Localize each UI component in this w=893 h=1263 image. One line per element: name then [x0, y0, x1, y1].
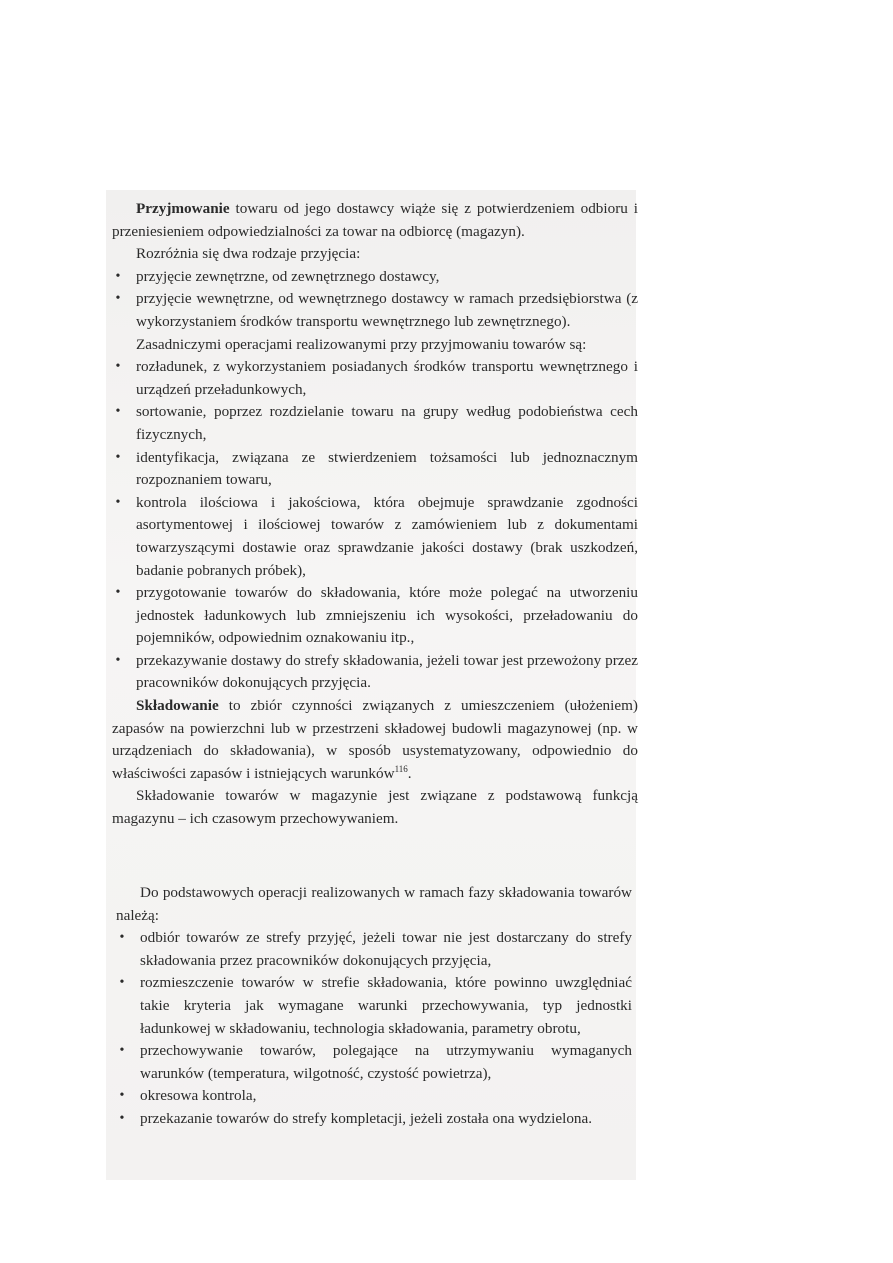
list-item-text: przekazywanie dostawy do strefy składowania, jeżeli towar jest przewożony przez pracowników dokonujących przyjęcia.	[136, 651, 638, 692]
section-storage-operations	[116, 882, 632, 1131]
list-item	[116, 927, 632, 972]
receiving-operations-list	[112, 356, 638, 695]
storage-operations-list	[116, 927, 632, 1130]
section-receiving	[112, 198, 638, 831]
list-item	[116, 1085, 632, 1108]
storage-definition-end: .	[407, 764, 412, 782]
bullet-icon: •	[119, 1088, 125, 1104]
bullet-icon: •	[119, 1043, 125, 1059]
storage-definition-text: to zbiór czynności związanych z umieszczeniem (ułożeniem) zapasów na powierzchni lub w przestrzeni składowej budowli magazynowej (np. w urządzeniach do składowania), w sposób usystematyzowany, odpowiednio do właściwości zapasów i istniejących warunków	[112, 697, 638, 782]
paragraph-receiving-types-intro: Rozróżnia się dwa rodzaje przyjęcia:	[136, 245, 361, 263]
bullet-icon: •	[115, 268, 121, 284]
list-item-text: przekazanie towarów do strefy kompletacji, jeżeli została ona wydzielona.	[140, 1109, 593, 1127]
list-item-text: identyfikacja, związana ze stwierdzeniem tożsamości lub jednoznacznym rozpoznaniem towaru,	[136, 448, 638, 489]
paragraph-storage-operations-intro: Do podstawowych operacji realizowanych w ramach fazy składowania towarów należą:	[116, 884, 632, 924]
receiving-definition-text: towaru od jego dostawcy wiąże się z potwierdzeniem odbioru i przeniesieniem odpowiedzialności za towar na odbiorcę (magazyn).	[112, 200, 638, 240]
list-item-text: kontrola ilościowa i jakościowa, która obejmuje sprawdzanie zgodności asortymentowej i ilościowej towarów z zamówieniem lub z dokumentami towarzyszącymi dostawie oraz sprawdzanie jakości dostawy (brak uszkodzeń, badanie pobranych próbek),	[136, 493, 638, 579]
list-item	[112, 288, 638, 333]
list-item-text: przyjęcie wewnętrzne, od wewnętrznego dostawcy w ramach przedsiębiorstwa (z wykorzystaniem środków transportu wewnętrznego lub zewnętrznego).	[136, 290, 638, 330]
list-item	[112, 266, 638, 289]
bullet-icon: •	[115, 449, 121, 465]
list-item	[116, 972, 632, 1040]
receiving-types-list	[112, 266, 638, 334]
list-item-text: przechowywanie towarów, polegające na utrzymywaniu wymaganych warunków (temperatura, wilgotność, czystość powietrza),	[140, 1042, 632, 1082]
list-item	[112, 447, 638, 492]
list-item	[116, 1108, 632, 1131]
paragraph-storage-definition	[112, 695, 638, 785]
bullet-icon: •	[115, 359, 121, 375]
list-item	[112, 401, 638, 446]
bullet-icon: •	[119, 930, 125, 946]
bullet-icon: •	[115, 404, 121, 420]
bullet-icon: •	[115, 291, 121, 307]
bullet-icon: •	[115, 494, 121, 510]
list-item	[112, 582, 638, 650]
term-przyjmowanie: Przyjmowanie	[136, 200, 230, 217]
list-item-text: rozładunek, z wykorzystaniem posiadanych środków transportu wewnętrznego i urządzeń przeładunkowych,	[136, 358, 638, 398]
list-item	[112, 650, 638, 695]
list-item-text: okresowa kontrola,	[140, 1087, 257, 1105]
list-item-text: przyjęcie zewnętrzne, od zewnętrznego dostawcy,	[136, 267, 440, 285]
term-skladowanie: Składowanie	[136, 697, 219, 715]
list-item-text: przygotowanie towarów do składowania, które może polegać na utworzeniu jednostek ładunkowych lub zmniejszeniu ich wysokości, przeładowaniu do pojemników, odpowiednim oznakowaniu itp.,	[136, 584, 638, 647]
paragraph-receiving-definition	[112, 198, 638, 243]
footnote-reference: 116	[394, 763, 408, 774]
paragraph-storage-function: Składowanie towarów w magazynie jest związane z podstawową funkcją magazynu – ich czasowym przechowywaniem.	[112, 787, 638, 828]
list-item-text: sortowanie, poprzez rozdzielanie towaru na grupy według podobieństwa cech fizycznych,	[136, 403, 638, 443]
list-item-text: rozmieszczenie towarów w strefie składowania, które powinno uwzględniać takie kryteria jak wymagane warunki przechowywania, typ jednostki ładunkowej w składowaniu, technologia składowania, parametry obrotu,	[140, 974, 632, 1037]
list-item	[112, 492, 638, 582]
list-item	[116, 1040, 632, 1085]
bullet-icon: •	[119, 1110, 125, 1126]
bullet-icon: •	[115, 585, 121, 601]
bullet-icon: •	[115, 652, 121, 668]
bullet-icon: •	[119, 975, 125, 991]
list-item	[112, 356, 638, 401]
list-item-text: odbiór towarów ze strefy przyjęć, jeżeli towar nie jest dostarczany do strefy składowania przez pracowników dokonujących przyjęcia,	[140, 929, 632, 969]
paragraph-receiving-operations-intro: Zasadniczymi operacjami realizowanymi przy przyjmowaniu towarów są:	[136, 335, 587, 353]
